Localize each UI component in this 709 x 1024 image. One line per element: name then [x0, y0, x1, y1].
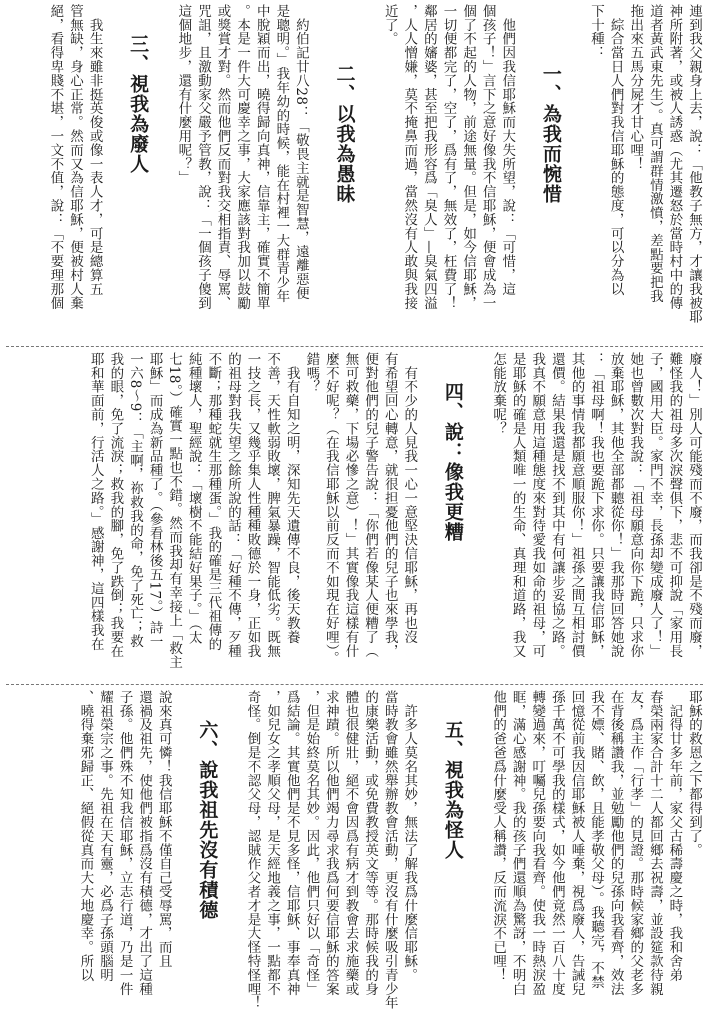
text-column: 一切便都完了，空了，爲有了，無效了，枉費了！: [440, 4, 457, 310]
text-column: 孫千萬不可學我的樣式，如今他們竟然一百八十度: [548, 690, 565, 996]
column-gap: [222, 690, 242, 1020]
text-column: 這個地步，還有什麼用呢？」: [175, 4, 192, 185]
column-gap: [468, 352, 488, 680]
text-column: 道者黃武東先生）。真可謂群情激憤，差點要把我: [646, 4, 663, 304]
column-gap: [153, 4, 173, 342]
text-column: 不斷；那種蛇就生那種蛋。」我的確是三代祖傳的: [205, 352, 222, 652]
text-column: 我真不願意用這種態度來對待愛我如命的祖母，可: [529, 352, 546, 658]
text-column: 轉變過來，叮囑兒孫要向我看齊。使我一時熱淚盈: [529, 690, 546, 996]
text-column: 其他的事情我都願意順服你！」祖孫之間互相討價: [568, 352, 585, 658]
text-column: 奇怪。倒是不認父母，認賊作父者才是大怪特怪哩！: [244, 690, 261, 1010]
text-column: 近了。: [381, 4, 398, 46]
text-column: 咒詛，且激動家父嚴予管教，說：「一個孩子傻到: [194, 4, 211, 310]
text-column: 一六8～9：「主啊，祢救我的命，免了死亡；救: [126, 352, 143, 648]
text-column: 春榮兩家合計十二人都回鄉去祝壽，並設筵款待親: [646, 690, 663, 996]
text-column: 耶穌」而成為新品種了。（參看林後五17。）詩一: [146, 352, 163, 649]
text-column: 純種壞人，聖經說：「壞樹不能結好果子。」（太: [185, 352, 202, 645]
text-column: ，但是始終莫名其妙。因此，他們只好以「奇怪」: [303, 690, 320, 996]
text-column: 難怪我的祖母多次淚聲俱下，悲不可抑說「家用長: [666, 352, 683, 658]
text-column: 的康樂活動，或免費教授英文等等。那時候我的身: [362, 690, 379, 996]
text-column: 。本是一件大可慶幸之事，大家應該對我加以鼓勵: [234, 4, 251, 310]
text-column: 是聰明。」我年幼的時候，能在村裡一大群青少年: [273, 4, 290, 304]
text-column: 或獎賞才對。然而他們反而對我交相指責、辱罵、: [214, 4, 231, 310]
text-column: 不善，天性軟弱敗壞，脾氣暴躁，智能低劣。既無: [264, 352, 281, 658]
text-column: 體也很健壯，絕不會因爲有病才到教會去求施藥或: [342, 690, 359, 996]
section-heading: 一、為我而惋惜: [539, 64, 562, 204]
text-column: 七18。）確實一點也不錯。然而我却有幸接上「救主: [166, 352, 183, 670]
text-column: 個孩子！」言下之意好像我不信耶穌，便會成為一: [479, 4, 496, 310]
text-column: 說來真可憐！我信耶穌不僅自己受辱罵，而且: [155, 690, 172, 968]
column-gap: [104, 4, 124, 342]
text-column: 有希望回心轉意，就很担憂他們的兒子也來學我，: [381, 352, 398, 658]
column-gap: [418, 690, 438, 1020]
text-column: 一技之長，又幾乎集人性種種敗德於一身，正如我: [244, 352, 261, 658]
text-column: 回憶從前我因信耶穌被人唾棄，視爲廢人，告誡兒: [568, 690, 585, 996]
text-column: 他們的爸爸爲什麼受人稱讚，反而流淚不已哩！: [490, 690, 507, 982]
section-heading: 六、說我祖先沒有積德: [196, 720, 219, 920]
text-column: 連到我父親身上去，說：「他教子無方，才讓我被耶: [686, 4, 702, 324]
text-column: 我有自知之明，深知先天遺傳不良，後天教養: [283, 352, 300, 644]
column-gap: [468, 690, 488, 1020]
top-text-block: [6, 4, 703, 342]
column-gap: [310, 4, 330, 342]
column-gap: [516, 4, 536, 342]
text-column: 是耶穌的確是人類唯一的生命、真理和道路，我又: [509, 352, 526, 658]
text-column: 無可救藥，下場必慘之意）！」其實像我這樣有什: [342, 352, 359, 658]
text-column: 拖出來五馬分屍才甘心哩！: [627, 4, 644, 171]
text-column: 還禍及祖先，使他們被指爲沒有積德，才出了這種: [136, 690, 153, 996]
section-heading: 三、視我為廢人: [127, 34, 150, 174]
text-column: 約伯記廿八28：「敬畏主就是智慧，遠離惡便: [292, 4, 309, 300]
text-column: 麼不好呢？（在我信耶穌以前反而不如現在好哩）。: [322, 352, 339, 665]
text-column: 耀祖榮宗之事。先祖在天有靈，必爲子孫頭腦明: [96, 690, 113, 982]
middle-text-block: [6, 352, 703, 680]
text-column: 綜合當日人們對我信耶穌的態度，可以分為以: [607, 4, 624, 296]
text-column: 鄰居的嬸婆，甚至把我形容爲「臭人」—臭氣四溢: [420, 4, 437, 310]
text-column: 神所附著，或被人誘惑（尤其遷怒於當時村中的傳: [666, 4, 683, 310]
section-heading: 五、視我為怪人: [441, 720, 464, 860]
text-column: 眶，滿心感謝神。我的孩子們還順為驚訝，不明白: [509, 690, 526, 996]
bottom-text-block: [6, 690, 703, 1020]
text-column: 爲結論。其實他們是不見多怪，信耶穌、事奉真神: [283, 690, 300, 996]
text-column: ，如兒女之孝順父母，是天經地義之事，一點都不: [264, 690, 281, 996]
text-column: 他們因我信耶穌而大失所望，說：「可惜，這: [499, 4, 516, 296]
text-column: 個了不起的人物，前途無量。但是，如今信耶穌，: [460, 4, 477, 310]
text-column: 耶和華面前，行活人之路。」感謝神，這四樣我在: [87, 352, 104, 652]
text-column: 錯嗎？: [303, 352, 320, 394]
text-column: ，人人憎嫌，莫不掩鼻而過，當然沒有人敢與我接: [401, 4, 418, 310]
text-column: 她也曾數次對我說：「祖母願意向你下跪，只求你: [627, 352, 644, 658]
column-gap: [418, 352, 438, 680]
column-gap: [566, 4, 586, 342]
text-column: 絕，看得卑賤不堪，一文不值，說：「不要理那個: [47, 4, 64, 310]
text-column: ：「祖母啊！我也要跪下求你。只要讓我信耶穌，: [588, 352, 605, 658]
text-column: 子，國用大臣。家門不幸，長孫却變成廢人了！」: [646, 352, 663, 658]
text-column: 我不嫖、賭、飲，且能孝敬父母）。我聽完，不禁: [588, 690, 605, 990]
column-gap: [360, 4, 380, 342]
text-column: 在背後稱讚我，並勉勵他們的兒孫向我看齊，效法: [607, 690, 624, 996]
column-gap: [173, 690, 193, 1020]
text-column: 管無缺，身心正常。然而又為信耶穌，便被村人棄: [66, 4, 83, 310]
text-column: 有不少的人見我一心一意堅決信耶穌，再也沒: [401, 352, 418, 644]
text-column: 下十種：: [588, 4, 605, 60]
section-divider: [6, 346, 703, 347]
text-column: 記得廿多年前，家父古稀壽慶之時，我和舍弟: [666, 690, 683, 982]
text-column: 放棄耶穌，其他全部都聽從你！」我那時回答她說: [607, 352, 624, 658]
text-column: 子孫。他們殊不知我信耶穌，立志行道，乃是一件: [116, 690, 133, 996]
text-column: 便對他們的兒子警告說：「你們若像某人便糟了（: [362, 352, 379, 658]
section-heading: 四、說：像我更糟: [441, 382, 464, 542]
text-column: 廢人！」別人可能殘而不廢，而我卻是不殘而廢，: [686, 352, 702, 658]
text-column: 耶穌的救恩之下都得到了。: [686, 690, 702, 857]
text-column: 我的眼，免了流淚；救我的腳，免了跌倒；我要在: [107, 352, 124, 658]
text-column: 、曉得棄邪歸正、絕假從真而大大地慶幸。所以: [77, 690, 94, 982]
text-column: 怎能放棄呢？: [490, 352, 507, 436]
section-heading: 二、以我為愚昧: [333, 64, 356, 204]
text-column: 中脫穎而出，曉得歸向真神，信靠主，確實不簡單: [253, 4, 270, 310]
text-column: 的祖母對我失望之餘所說的話：「好種不傳，歹種: [224, 352, 241, 658]
text-column: 友，爲主作「行孝」的見證。那時候家鄉的父老多: [627, 690, 644, 996]
text-column: 求神蹟。所以他們竭力尋求我爲何要信耶穌的答案: [322, 690, 339, 996]
text-column: 許多人莫名其妙，無法了解我爲什麼信耶穌。: [401, 690, 418, 982]
text-column: 當時教會雖然舉辦教會活動，更沒有什麼吸引青少年: [381, 690, 398, 1010]
section-divider: [6, 684, 703, 685]
text-column: 還價。結果我還是找不到其中有何讓步妥協之路。: [548, 352, 565, 658]
text-column: 我生來雖非挺英俊或像一表人才，可是總算五: [86, 4, 103, 296]
